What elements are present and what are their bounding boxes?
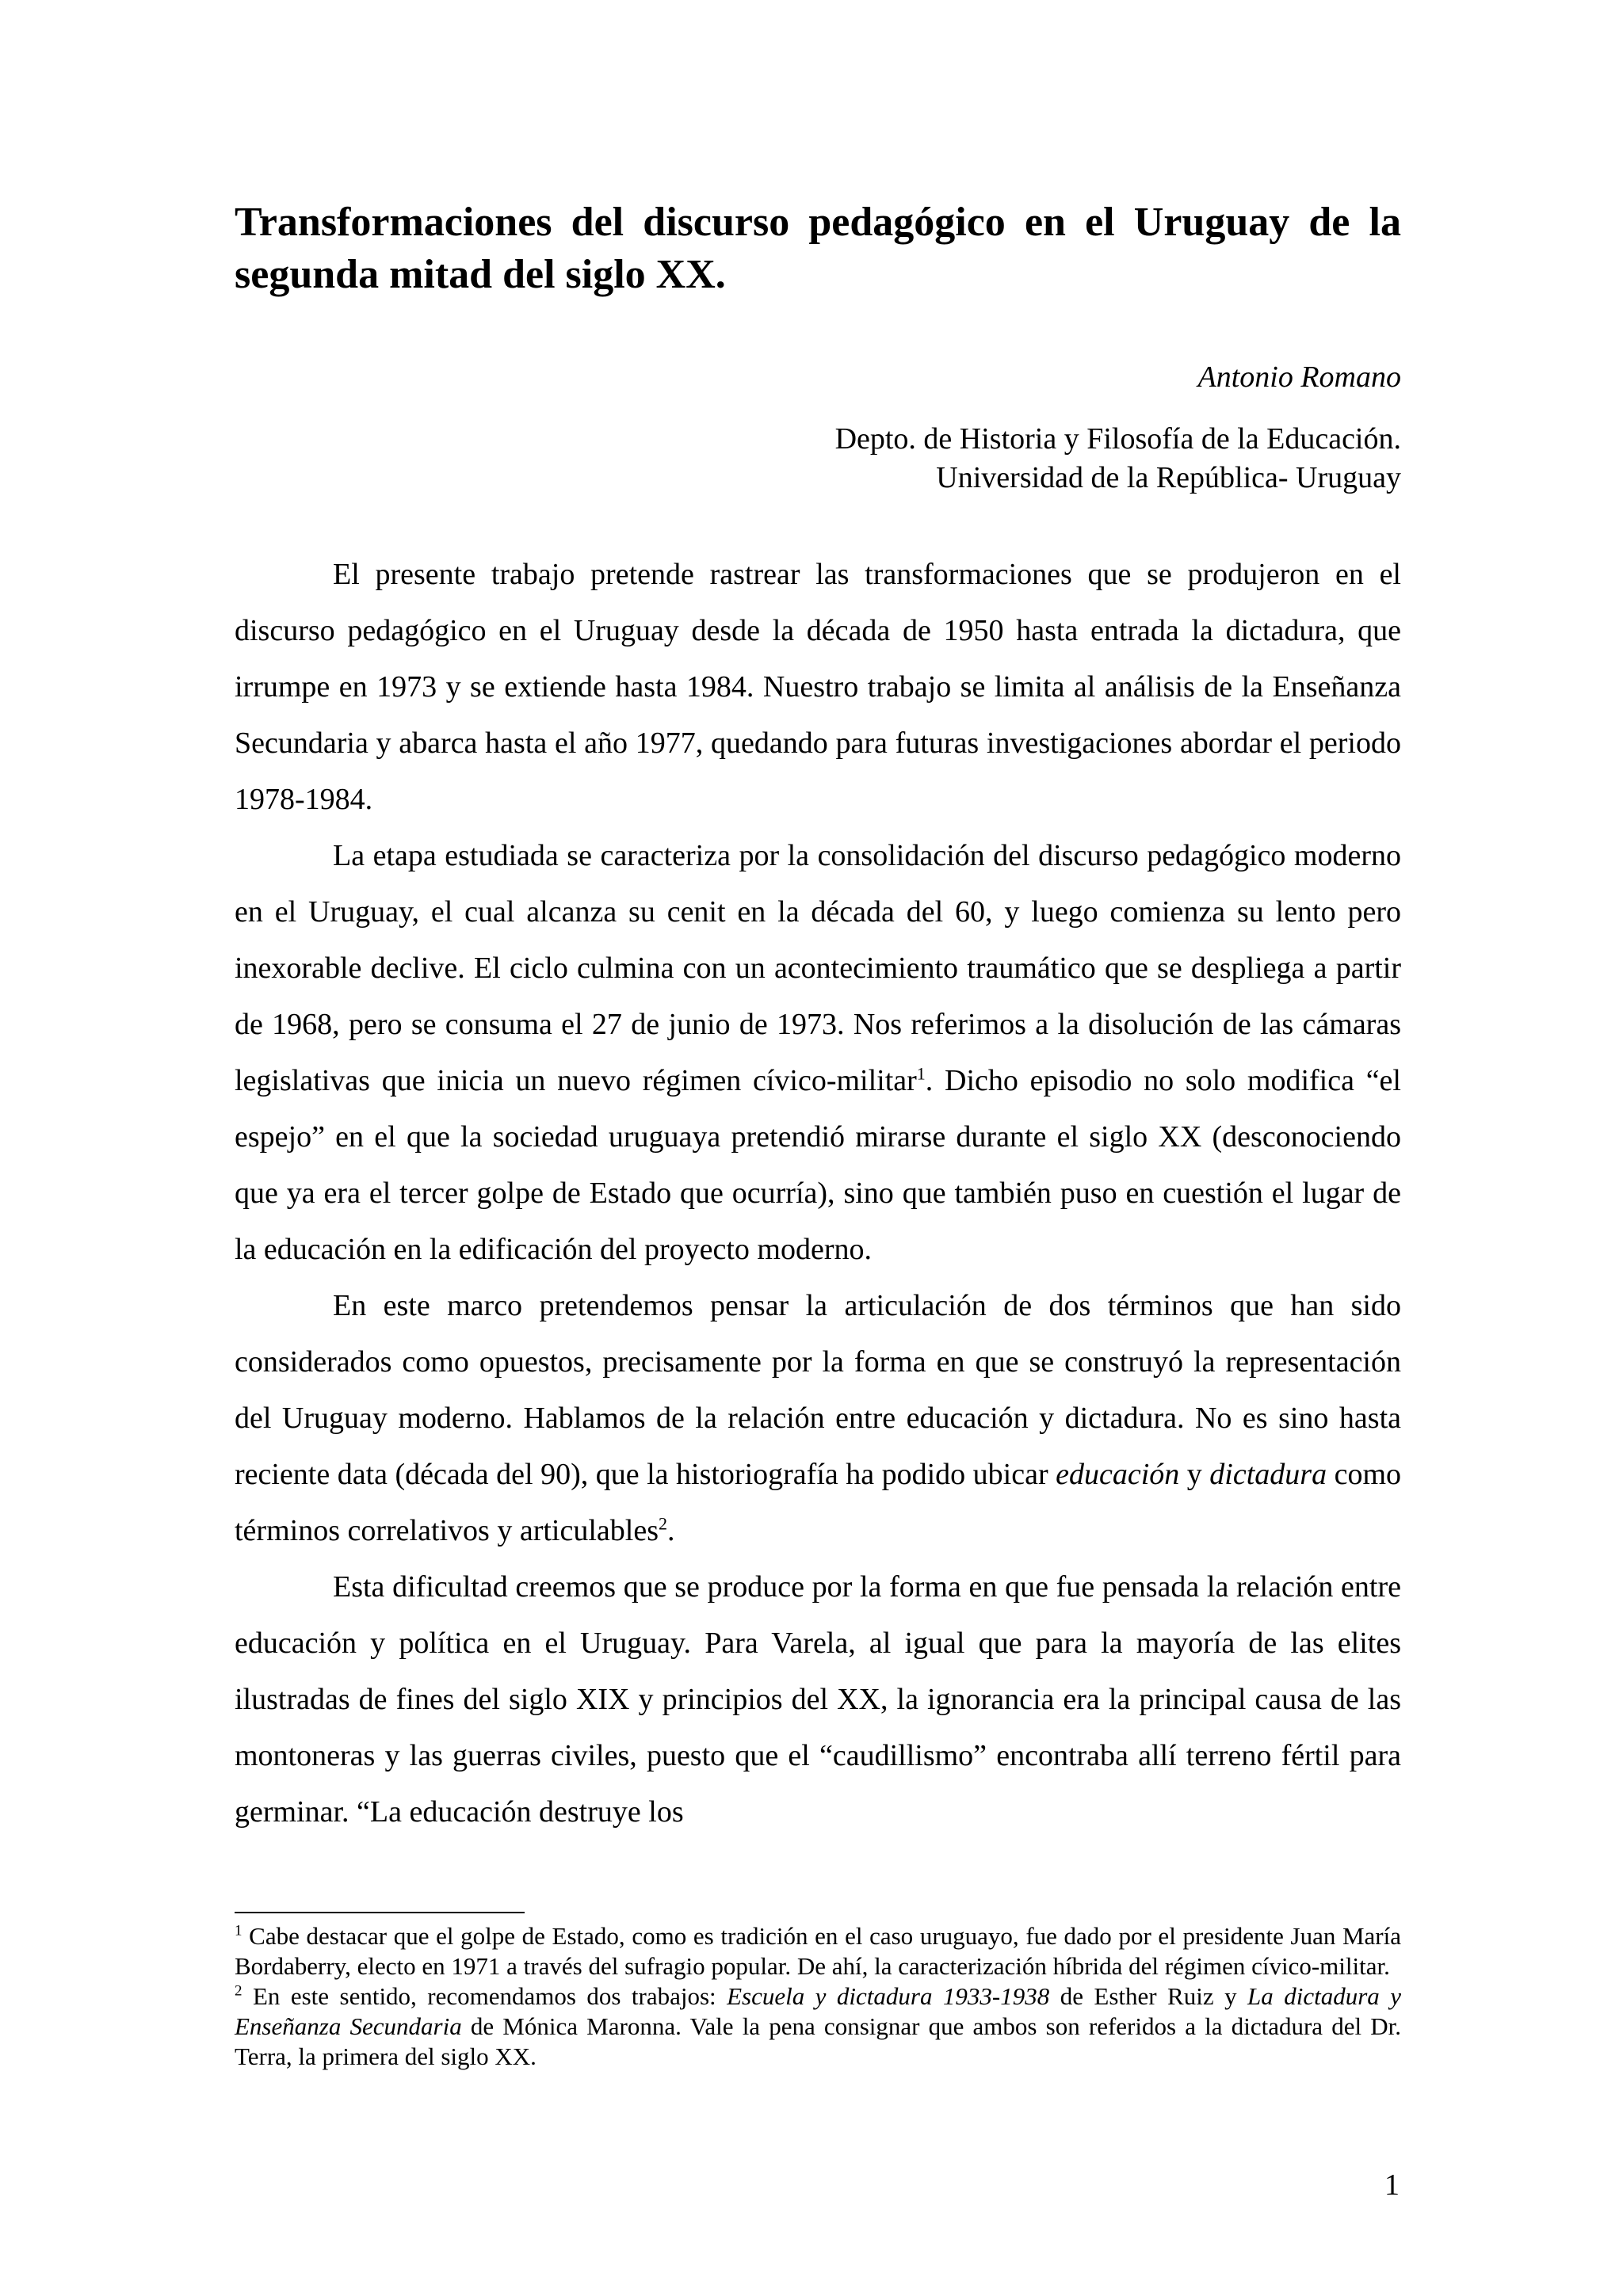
paragraph-1: El presente trabajo pretende rastrear las transformaciones que se produjeron en el discurso pedagógico en el Uruguay desde la década de 1950 hasta entrada la dictadura, que irrumpe en 1973 y se extiende hasta 1984. Nuestro trabajo se limita al análisis de la Enseñanza Secundaria y abarca hasta el año 1977, quedando para futuras investigaciones abordar el periodo 1978-1984. — [235, 558, 1401, 816]
affiliation-department: Depto. de Historia y Filosofía de la Educación. — [834, 422, 1401, 456]
paragraph-2 — [235, 828, 1401, 1278]
paragraph-3-text-c: como términos correlativos y articulables — [235, 1458, 1402, 1547]
footnotes — [235, 1921, 1401, 2072]
footnote-2-text-b: de Esther Ruiz y — [1049, 1982, 1248, 2010]
author-affiliation — [835, 420, 1401, 498]
footnote-2-number: 2 — [235, 1982, 242, 2000]
footnote-1-number: 1 — [235, 1922, 242, 1939]
paragraph-4: Esta dificultad creemos que se produce por la forma en que fue pensada la relación entre educación y política en el Uruguay. Para Varela, al igual que para la mayoría de las elites ilustradas de fines del siglo XIX y principios del XX, la ignorancia era la principal causa de las montoneras y las guerras civiles, puesto que el “caudillismo” encontraba allí terreno fértil para germinar. “La educación destruye los — [235, 1570, 1401, 1829]
footnote-1 — [235, 1921, 1401, 1981]
paragraph-3-text-b: y — [1179, 1458, 1210, 1491]
footnote-2-title-dictadura: La dictadura y Enseñanza Secundaria — [235, 1982, 1401, 2040]
footnote-1-text: Cabe destacar que el golpe de Estado, como es tradición en el caso uruguayo, fue dado por el presidente Juan María Bordaberry, electo en 1971 a través del sufragio popular. De ahí, la caracterización híbrida del régimen cívico-militar. — [235, 1922, 1401, 1980]
footnote-separator — [235, 1912, 525, 1913]
paragraph-3-text-a: En este marco pretendemos pensar la articulación de dos términos que han sido considerados como opuestos, precisamente por la forma en que se construyó la representación del Uruguay moderno. Hablamos de la relación entre educación y dictadura. No es sino hasta reciente data (década del 90), que la historiografía ha podido ubicar — [235, 1289, 1401, 1491]
footnote-2-text-a: En este sentido, recomendamos dos trabajos: — [242, 1982, 727, 2010]
footnote-ref-2[interactable]: 2 — [659, 1513, 667, 1534]
paragraph-3 — [235, 1278, 1401, 1559]
body-text — [235, 547, 1401, 1840]
affiliation-university: Universidad de la República- Uruguay — [936, 461, 1401, 494]
paragraph-3-emphasis-educacion: educación — [1056, 1458, 1180, 1491]
author-name: Antonio Romano — [1197, 360, 1401, 394]
page-number: 1 — [1384, 2168, 1400, 2202]
paragraph-2-text-b: . Dicho episodio no solo modifica “el espejo” en el que la sociedad uruguaya pretendió mirarse durante el siglo XX (desconociendo que ya era el tercer golpe de Estado que ocurría), sino que también puso en cuestión el lugar de la educación en la edificación del proyecto moderno. — [235, 1064, 1401, 1266]
paragraph-3-emphasis-dictadura: dictadura — [1209, 1458, 1327, 1491]
paragraph-2-text-a: La etapa estudiada se caracteriza por la consolidación del discurso pedagógico moderno en el Uruguay, el cual alcanza su cenit en la década del 60, y luego comienza su lento pero inexorable declive. El ciclo culmina con un acontecimiento traumático que se despliega a partir de 1968, pero se consuma el 27 de junio de 1973. Nos referimos a la disolución de las cámaras legislativas que inicia un nuevo régimen cívico-militar — [235, 839, 1401, 1097]
footnote-2-text-c: de Mónica Maronna. Vale la pena consignar que ambos son referidos a la dictadura del Dr. Terra, la primera del siglo XX. — [235, 2012, 1401, 2070]
document-title: Transformaciones del discurso pedagógico en el Uruguay de la segunda mitad del siglo XX. — [235, 200, 1401, 297]
footnote-2-title-escuela: Escuela y dictadura 1933-1938 — [727, 1982, 1050, 2010]
footnote-ref-1[interactable]: 1 — [916, 1063, 926, 1084]
footnote-2 — [235, 1981, 1401, 2072]
paragraph-3-text-d: . — [667, 1514, 675, 1547]
